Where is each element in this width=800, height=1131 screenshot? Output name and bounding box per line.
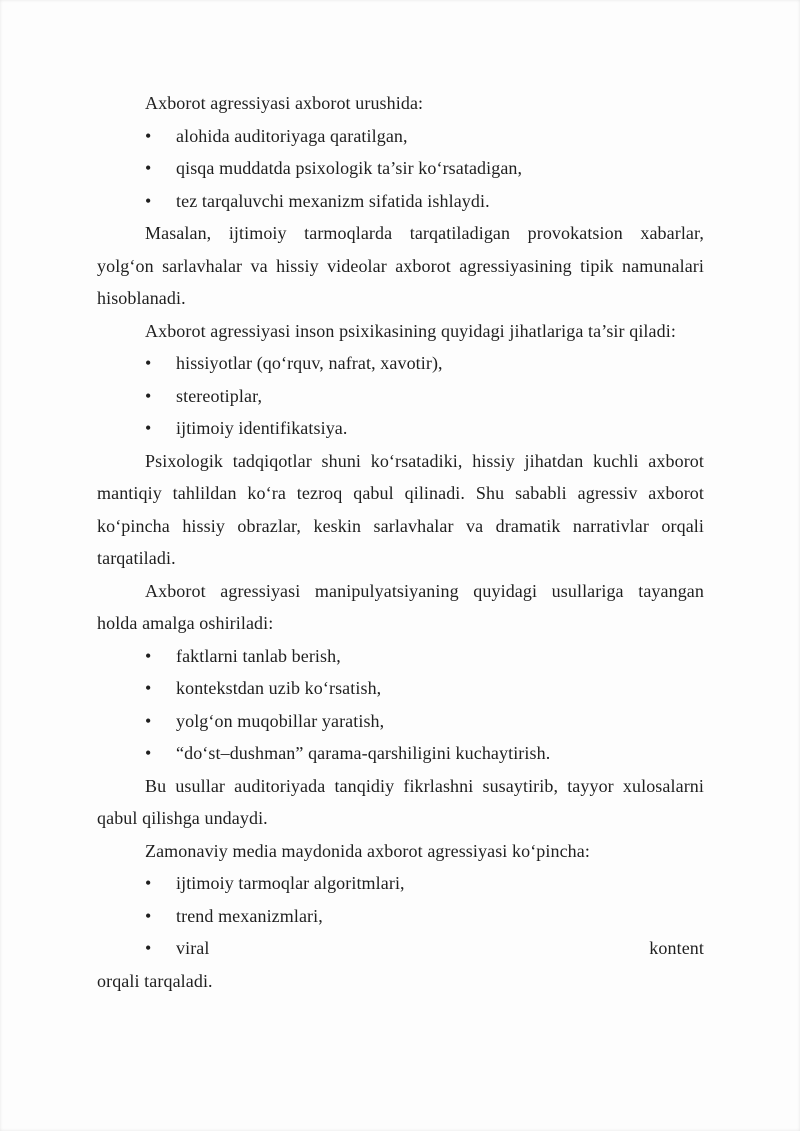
list-item [97,737,704,770]
list-item [97,185,704,218]
bullet-dot-icon: • [145,905,152,926]
text-line: holda amalga oshiriladi: [97,613,274,633]
list-item [97,672,704,705]
text-line: Axborot agressiyasi inson psixikasining quyidagi jihatlariga ta’sir qiladi: [145,320,676,341]
text-line: hisoblanadi. [97,288,186,308]
list-item-text: ijtimoiy identifikatsiya. [176,418,348,438]
list-item [97,932,704,997]
list-item-text: “doʻst–dushman” qarama-qarshiligini kuchaytirish. [176,743,551,763]
list-item-text: tez tarqaluvchi mexanizm sifatida ishlaydi. [176,190,490,211]
list-item [97,900,704,933]
bullet-dot-icon: • [145,353,152,373]
text-line: Axborot agressiyasi axborot urushida: [145,93,424,113]
bullet-dot-icon: • [145,938,152,958]
list-item [97,640,704,673]
bullet-dot-icon: • [145,418,152,438]
paragraph [97,835,704,868]
list-item-text: faktlarni tanlab berish, [176,645,341,666]
bullet-dot-icon: • [145,710,152,731]
text-line: Axborot agressiyasi manipulyatsiyaning quyidagi usullariga tayangan [145,580,704,601]
list-item [97,705,704,738]
text-line: yolgʻon sarlavhalar va hissiy videolar axborot agressiyasining tipik namunalari [97,255,704,276]
bullet-dot-icon: • [145,125,152,146]
paragraph [97,770,704,835]
paragraph [97,217,704,315]
bullet-dot-icon: • [145,873,152,893]
bullet-dot-icon: • [145,385,152,406]
list-item [97,152,704,185]
paragraph [97,575,704,640]
text-line: tarqatiladi. [97,548,176,568]
list-item-text: alohida auditoriyaga qaratilgan, [176,125,408,146]
list-item-text: yolgʻon muqobillar yaratish, [176,710,385,731]
bullet-dot-icon: • [145,190,152,211]
text-line [176,932,704,965]
list-item [97,120,704,153]
bullet-dot-icon: • [145,158,152,178]
paragraph [97,445,704,575]
list-item-text: hissiyotlar (qoʻrquv, nafrat, xavotir), [176,353,443,373]
text-line: koʻpincha hissiy obrazlar, keskin sarlavhalar va dramatik narrativlar orqali [97,515,704,536]
list-item [97,867,704,900]
bullet-dot-icon: • [145,743,152,763]
list-item-text: trend mexanizmlari, [176,905,323,926]
list-item [97,347,704,380]
text-line: Masalan, ijtimoiy tarmoqlarda tarqatiladigan provokatsion xabarlar, [145,223,704,243]
list-item-text: ijtimoiy tarmoqlar algoritmlari, [176,873,405,893]
text-line: Bu usullar auditoriyada tanqidiy fikrlashni susaytirib, tayyor xulosalarni [145,775,704,796]
text-line: orqali tarqaladi. [97,970,213,991]
list-item-text: kontent [649,938,704,958]
text-line: Psixologik tadqiqotlar shuni koʻrsatadiki, hissiy jihatdan kuchli axborot [145,450,704,471]
list-item-text: viral [176,938,210,958]
bullet-dot-icon: • [145,645,152,666]
list-item-text: kontekstdan uzib koʻrsatish, [176,678,382,698]
text-line: qabul qilishga undaydi. [97,808,268,828]
list-item [97,412,704,445]
paragraph [97,315,704,348]
list-item-text: qisqa muddatda psixologik ta’sir koʻrsatadigan, [176,158,523,178]
list-item-text: stereotiplar, [176,385,263,406]
paragraph [97,87,704,120]
text-line: Zamonaviy media maydonida axborot agressiyasi koʻpincha: [145,840,590,861]
list-item [97,380,704,413]
document-content [97,87,704,997]
bullet-dot-icon: • [145,678,152,698]
text-line: mantiqiy tahlildan koʻra tezroq qabul qilinadi. Shu sababli agressiv axborot [97,483,704,503]
